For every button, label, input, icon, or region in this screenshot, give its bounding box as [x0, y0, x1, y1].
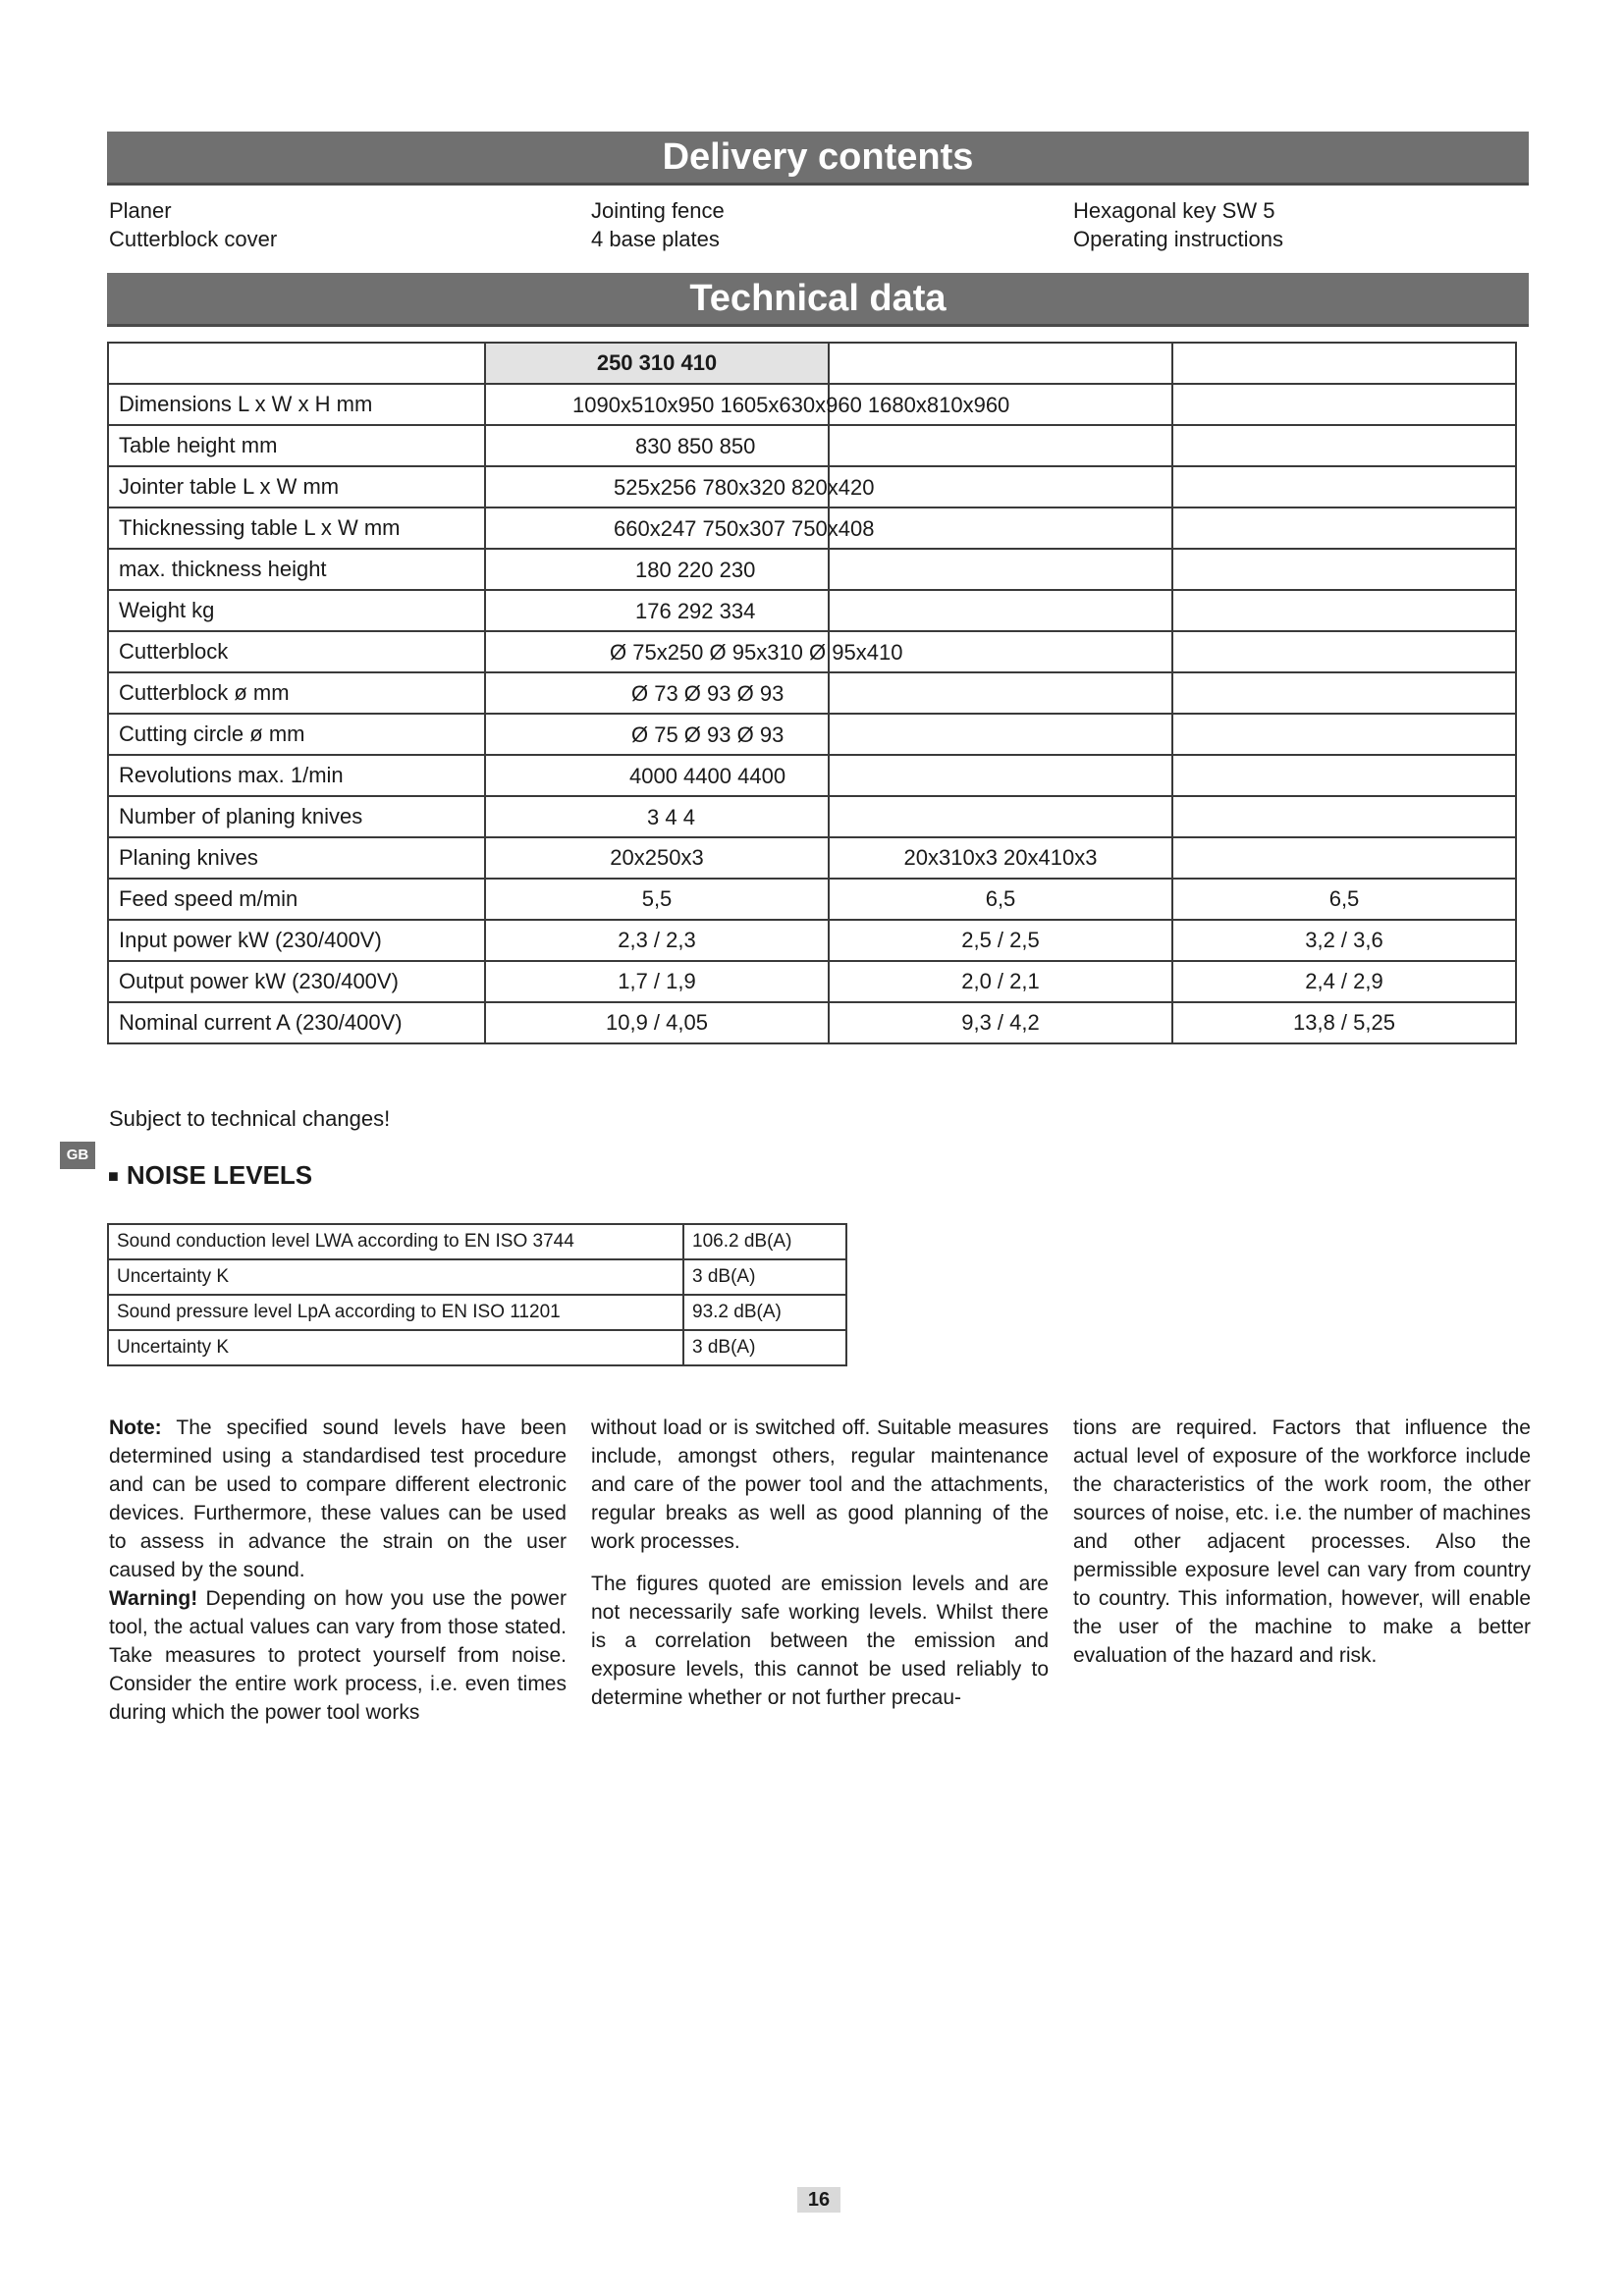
empty-cell	[1172, 631, 1516, 672]
text-column-1	[109, 1414, 567, 1727]
table-row	[108, 507, 1516, 549]
row-value: 6,5	[1172, 879, 1516, 920]
empty-cell	[1172, 714, 1516, 755]
noise-label: Sound conduction level LWA according to EN ISO 3744	[108, 1224, 683, 1259]
row-label: Number of planing knives	[108, 796, 485, 837]
row-value: 3,2 / 3,6	[1172, 920, 1516, 961]
table-row	[108, 672, 1516, 714]
empty-cell	[1172, 796, 1516, 837]
row-value-cell	[485, 384, 1010, 425]
table-row	[108, 714, 1516, 755]
header-blank-cell	[1172, 343, 1516, 384]
row-value: 2,5 / 2,5	[829, 920, 1172, 961]
row-value: 180 220 230	[635, 558, 756, 582]
row-value: 4000 4400 4400	[629, 764, 786, 788]
row-value: 660x247 750x307 750x408	[614, 516, 875, 541]
row-value-cell	[485, 425, 829, 466]
noise-value: 3 dB(A)	[683, 1330, 846, 1365]
row-value: Ø 73 Ø 93 Ø 93	[631, 681, 785, 706]
row-value-cell	[485, 755, 829, 796]
empty-cell	[1172, 466, 1516, 507]
row-value: 1,7 / 1,9	[485, 961, 829, 1002]
row-label: max. thickness height	[108, 549, 485, 590]
empty-cell	[1172, 590, 1516, 631]
empty-cell	[829, 549, 1172, 590]
table-row	[108, 466, 1516, 507]
row-label: Nominal current A (230/400V)	[108, 1002, 485, 1043]
row-value: 2,3 / 2,3	[485, 920, 829, 961]
empty-cell	[829, 796, 1172, 837]
empty-cell	[829, 507, 1172, 549]
header-blank-cell	[108, 343, 485, 384]
row-label: Weight kg	[108, 590, 485, 631]
noise-value: 93.2 dB(A)	[683, 1295, 846, 1330]
note-body: The specified sound levels have been determined using a standardised test procedure and can be used to compare different electronic devices. Furthermore, these values can be used to assess in advance the strain on the user caused by the sound.	[109, 1416, 567, 1581]
header-blank-cell	[829, 343, 1172, 384]
noise-levels-title: NOISE LEVELS	[126, 1160, 313, 1190]
noise-levels-table	[107, 1223, 847, 1366]
table-row	[108, 1224, 846, 1259]
row-value: 3 4 4	[647, 805, 695, 829]
row-value: 830 850 850	[635, 434, 756, 458]
noise-label: Sound pressure level LpA according to EN ISO 11201	[108, 1295, 683, 1330]
language-tab: GB	[60, 1142, 95, 1169]
row-value: 525x256 780x320 820x420	[614, 475, 875, 500]
table-row	[108, 1259, 846, 1295]
paragraph: The figures quoted are emission levels and are not necessarily safe working levels. Whilst there is a correlation between the emission and exposure levels, this cannot be used reliably to determine whether or not further precau-	[591, 1573, 1049, 1709]
row-label: Feed speed m/min	[108, 879, 485, 920]
warning-label: Warning!	[109, 1587, 198, 1610]
row-label: Planing knives	[108, 837, 485, 879]
text-column-2	[591, 1414, 1049, 1712]
table-row	[108, 1330, 846, 1365]
table-row	[108, 1295, 846, 1330]
row-label: Table height mm	[108, 425, 485, 466]
noise-label: Uncertainty K	[108, 1259, 683, 1295]
delivery-item: Planer	[109, 198, 172, 223]
row-label: Jointer table L x W mm	[108, 466, 485, 507]
table-header-row	[108, 343, 1516, 384]
row-label: Cutterblock	[108, 631, 485, 672]
empty-cell	[1172, 672, 1516, 714]
empty-cell	[829, 466, 1172, 507]
row-value: 5,5	[485, 879, 829, 920]
technical-changes-note: Subject to technical changes!	[109, 1106, 391, 1131]
table-row	[108, 920, 1516, 961]
row-label: Dimensions L x W x H mm	[108, 384, 485, 425]
empty-cell	[1172, 837, 1516, 879]
row-label: Cutting circle ø mm	[108, 714, 485, 755]
row-label: Revolutions max. 1/min	[108, 755, 485, 796]
noise-label: Uncertainty K	[108, 1330, 683, 1365]
empty-cell	[829, 590, 1172, 631]
row-value: 9,3 / 4,2	[829, 1002, 1172, 1043]
row-label: Output power kW (230/400V)	[108, 961, 485, 1002]
empty-cell	[1172, 755, 1516, 796]
note-paragraph	[109, 1414, 567, 1584]
row-value: 1090x510x950 1605x630x960 1680x810x960	[572, 393, 1010, 417]
page-number: 16	[797, 2187, 840, 2213]
empty-cell	[1172, 425, 1516, 466]
row-value-cell	[485, 590, 829, 631]
table-row	[108, 549, 1516, 590]
text-column-3	[1073, 1414, 1531, 1670]
table-row	[108, 755, 1516, 796]
paragraph: without load or is switched off. Suitable measures include, amongst others, regular maintenance and care of the power tool and the attachments, regular breaks as well as good planning of the work processes.	[591, 1416, 1049, 1553]
delivery-item: 4 base plates	[591, 227, 720, 251]
empty-cell	[829, 755, 1172, 796]
delivery-contents-heading: Delivery contents	[107, 132, 1529, 186]
bullet-square-icon: ■	[108, 1166, 119, 1186]
warning-body: Depending on how you use the power tool, the actual values can vary from those stated. Take measures to protect yourself from noise. Consider the entire work process, i.e. even times during which the power tool works	[109, 1587, 567, 1724]
row-value-cell	[485, 466, 875, 507]
technical-data-table	[107, 342, 1517, 1044]
row-value: 10,9 / 4,05	[485, 1002, 829, 1043]
noise-levels-heading	[108, 1160, 312, 1191]
empty-cell	[829, 672, 1172, 714]
table-row	[108, 384, 1516, 425]
empty-cell	[1172, 549, 1516, 590]
noise-value: 3 dB(A)	[683, 1259, 846, 1295]
row-value-cell	[485, 714, 829, 755]
row-value: 176 292 334	[635, 599, 756, 623]
row-value: 6,5	[829, 879, 1172, 920]
table-row	[108, 425, 1516, 466]
note-label: Note:	[109, 1416, 162, 1439]
row-value: Ø 75 Ø 93 Ø 93	[631, 722, 785, 747]
row-value: 20x250x3	[485, 837, 829, 879]
delivery-column-3	[1073, 196, 1283, 253]
technical-data-heading: Technical data	[107, 273, 1529, 327]
row-value: 2,0 / 2,1	[829, 961, 1172, 1002]
paragraph: tions are required. Factors that influence the actual level of exposure of the workforce include the characteristics of the work room, the other sources of noise, etc. i.e. the number of machines and other adjacent processes. Also the permissible exposure level can vary from country to country. This information, however, will enable the user of the machine to make a better evaluation of the hazard and risk.	[1073, 1416, 1531, 1667]
delivery-item: Jointing fence	[591, 198, 725, 223]
delivery-column-2	[591, 196, 725, 253]
table-row	[108, 796, 1516, 837]
table-row	[108, 879, 1516, 920]
empty-cell	[1172, 384, 1516, 425]
delivery-item: Hexagonal key SW 5	[1073, 198, 1275, 223]
table-row	[108, 1002, 1516, 1043]
row-label: Cutterblock ø mm	[108, 672, 485, 714]
table-row	[108, 631, 1516, 672]
row-value-cell	[485, 796, 829, 837]
table-row	[108, 837, 1516, 879]
empty-cell	[829, 425, 1172, 466]
row-label: Input power kW (230/400V)	[108, 920, 485, 961]
empty-cell	[1172, 507, 1516, 549]
delivery-item: Operating instructions	[1073, 227, 1283, 251]
row-value-cell	[485, 549, 829, 590]
table-row	[108, 590, 1516, 631]
row-value-cell	[485, 672, 829, 714]
noise-value: 106.2 dB(A)	[683, 1224, 846, 1259]
model-header: 250 310 410	[485, 343, 829, 384]
row-value: 13,8 / 5,25	[1172, 1002, 1516, 1043]
delivery-column-1	[109, 196, 277, 253]
table-row	[108, 961, 1516, 1002]
row-value-cell	[485, 631, 903, 672]
row-value: 2,4 / 2,9	[1172, 961, 1516, 1002]
row-value: Ø 75x250 Ø 95x310 Ø 95x410	[610, 640, 903, 665]
warning-paragraph	[109, 1584, 567, 1727]
empty-cell	[829, 714, 1172, 755]
row-value-cell	[485, 507, 875, 549]
row-label: Thicknessing table L x W mm	[108, 507, 485, 549]
delivery-item: Cutterblock cover	[109, 227, 278, 251]
row-value: 20x310x3 20x410x3	[829, 837, 1172, 879]
